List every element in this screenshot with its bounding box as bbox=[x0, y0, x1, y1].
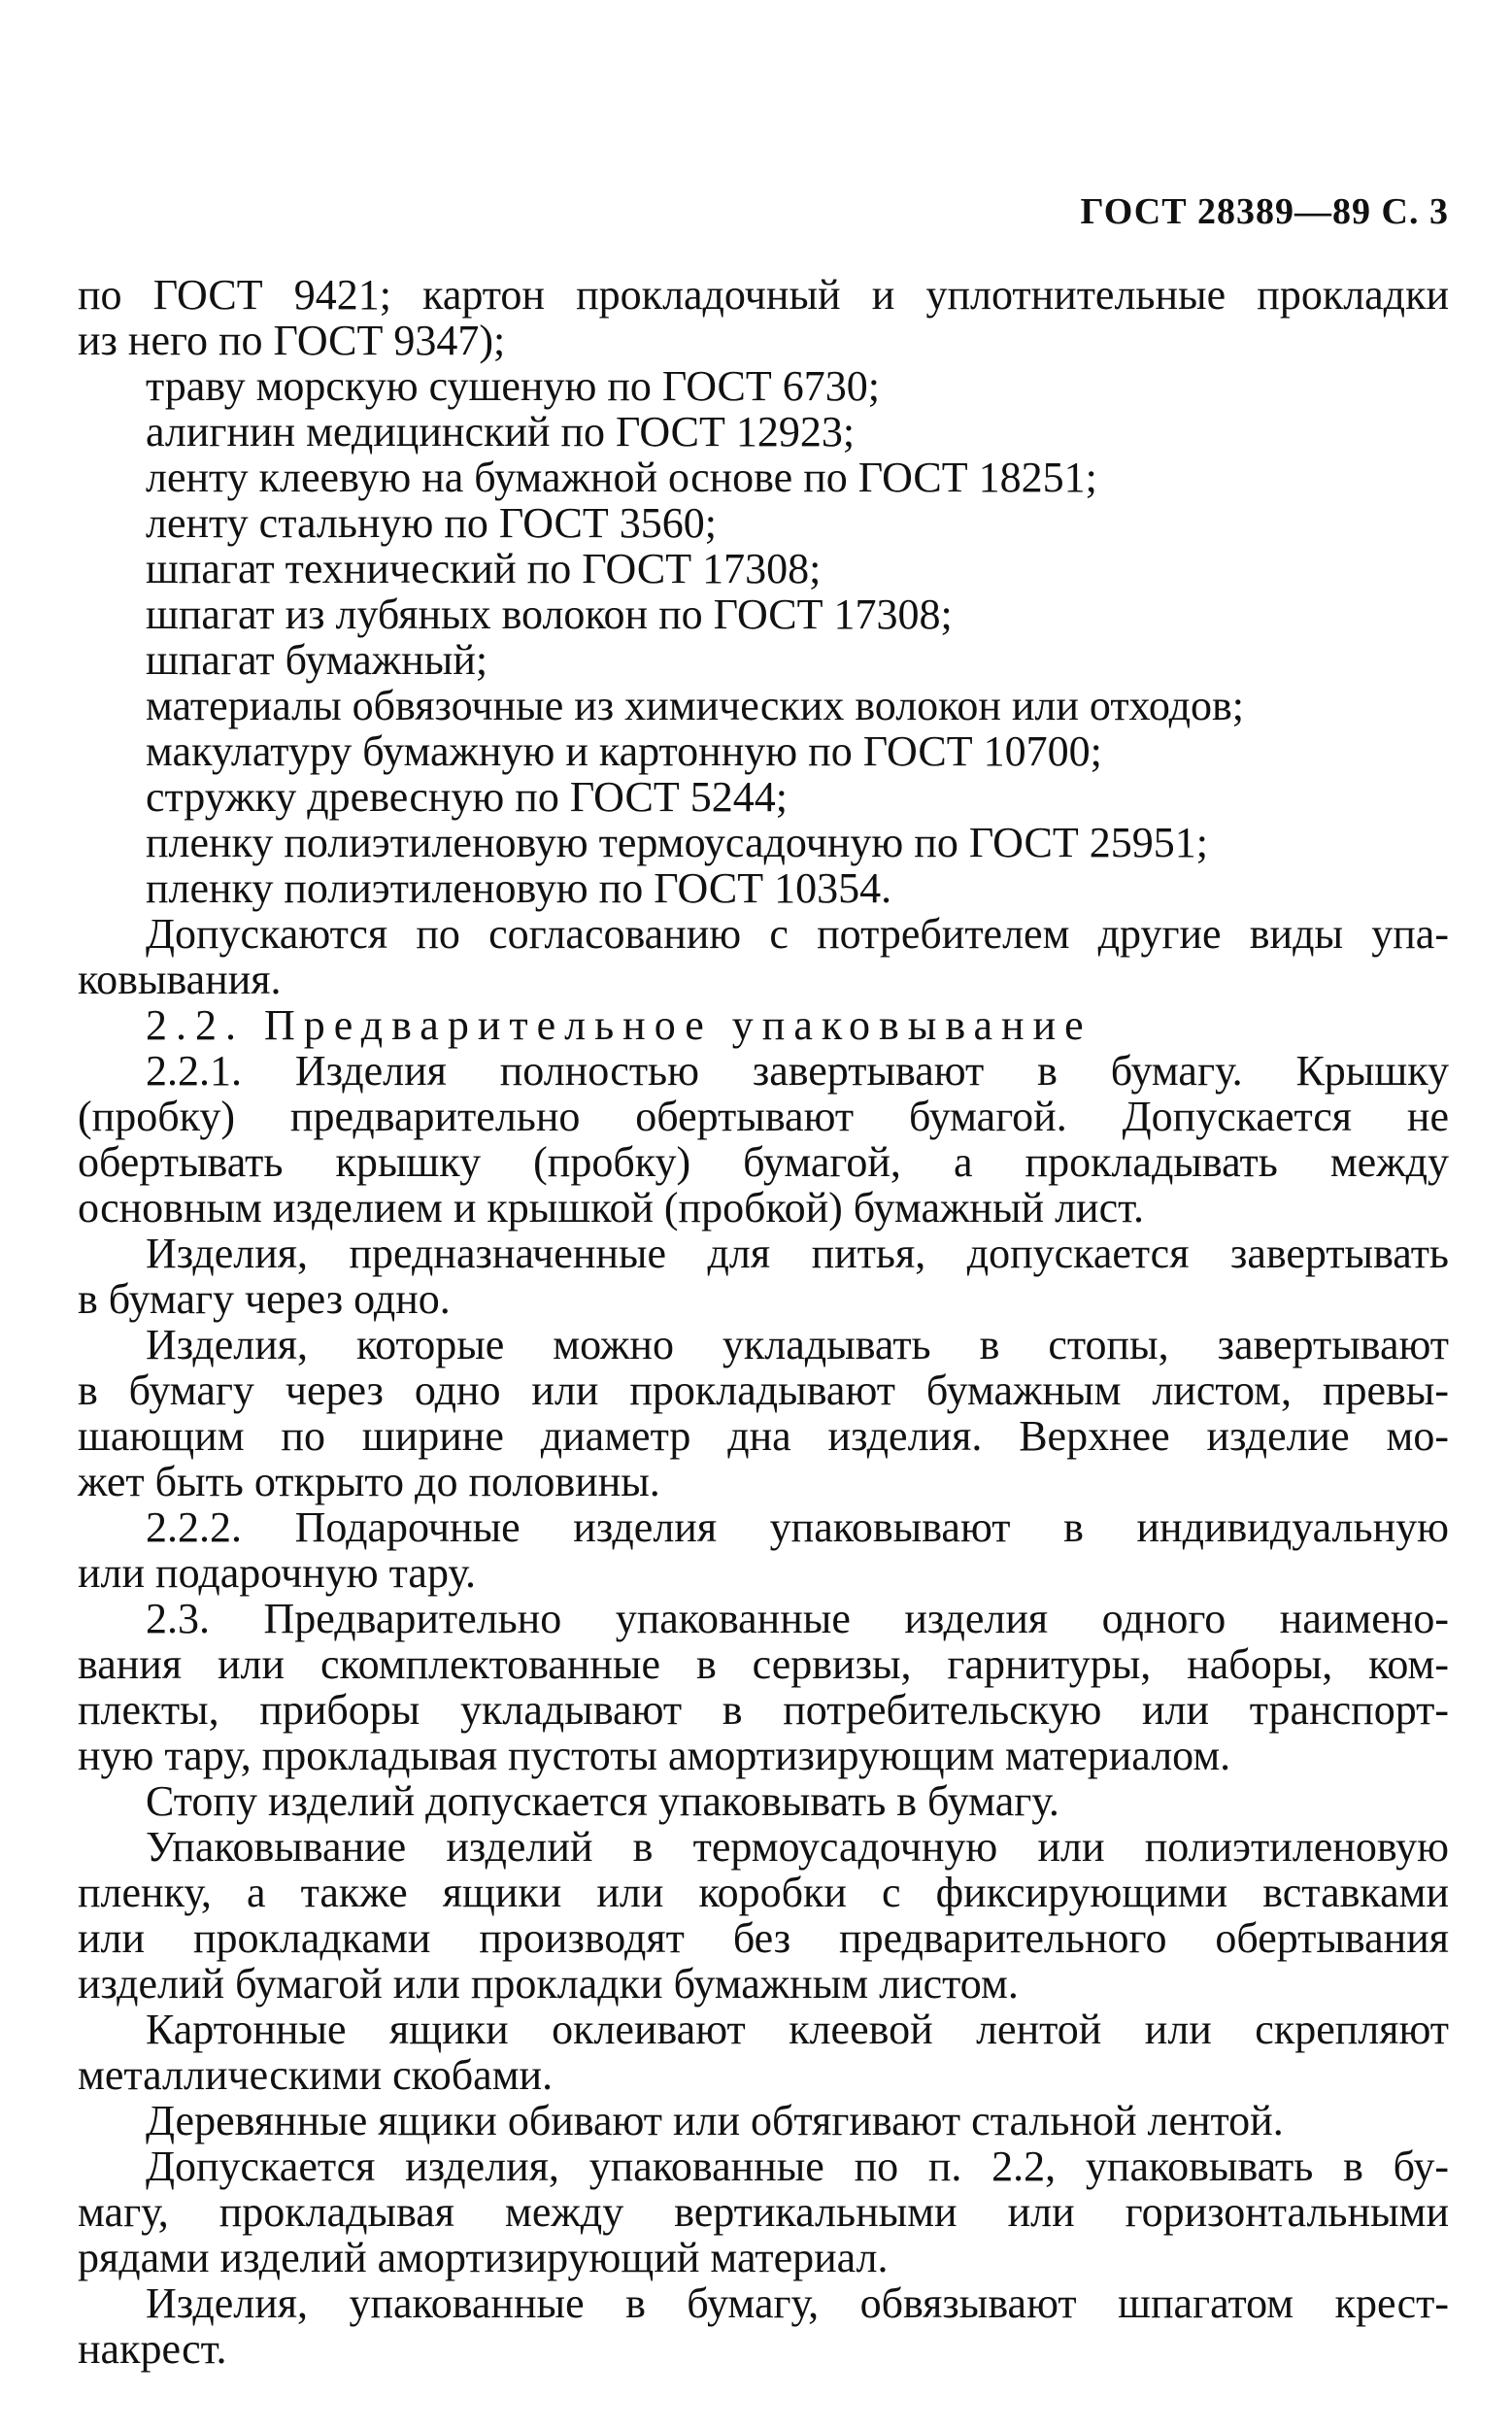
text-line: Допускается изделия, упакованные по п. 2.2, упаковывать в бу- bbox=[146, 2143, 1449, 2190]
text-line: плекты, приборы укладывают в потребительскую или транспорт- bbox=[78, 1686, 1449, 1734]
text-line: Упаковывание изделий в термоусадочную или полиэтиленовую bbox=[146, 1823, 1449, 1871]
list-item: материалы обвязочные из химических волокон или отходов; bbox=[146, 682, 1245, 729]
text-line: металлическими скобами. bbox=[78, 2051, 554, 2099]
list-item: макулатуру бумажную и картонную по ГОСТ 10700; bbox=[146, 727, 1102, 775]
list-item: пленку полиэтиленовую термоусадочную по ГОСТ 25951; bbox=[146, 819, 1208, 866]
text-line: изделий бумагой или прокладки бумажным листом. bbox=[78, 1960, 1019, 2008]
list-item: стружку древесную по ГОСТ 5244; bbox=[146, 773, 788, 821]
text-line: в бумагу через одно. bbox=[78, 1275, 451, 1323]
text-line: пленку, а также ящики или коробки с фиксирующими вставками bbox=[78, 1869, 1449, 1916]
section-heading: 2.2. Предварительное упаковывание bbox=[146, 1001, 1092, 1049]
text-line: в бумагу через одно или прокладывают бумажным листом, превы- bbox=[78, 1367, 1449, 1414]
text-line: 2.2.1. Изделия полностью завертывают в бумагу. Крышку bbox=[146, 1047, 1449, 1095]
text-line: из него по ГОСТ 9347); bbox=[78, 317, 506, 364]
text-line: ную тару, прокладывая пустоты амортизирующим материалом. bbox=[78, 1732, 1231, 1779]
text-line: 2.2.2. Подарочные изделия упаковывают в индивидуальную bbox=[146, 1503, 1449, 1551]
text-line: магу, прокладывая между вертикальными или горизонтальными bbox=[78, 2188, 1449, 2236]
standard-number: ГОСТ 28389—89 bbox=[1080, 191, 1372, 232]
text-line: Деревянные ящики обивают или обтягивают стальной лентой. bbox=[146, 2097, 1284, 2144]
text-line: вания или скомплектованные в сервизы, гарнитуры, наборы, ком- bbox=[78, 1640, 1449, 1688]
text-line: Допускаются по согласованию с потребителем другие виды упа- bbox=[146, 910, 1449, 958]
list-item: пленку полиэтиленовую по ГОСТ 10354. bbox=[146, 864, 892, 912]
list-item: ленту клеевую на бумажной основе по ГОСТ 18251; bbox=[146, 454, 1097, 501]
text-line: обертывать крышку (пробку) бумагой, а прокладывать между bbox=[78, 1138, 1449, 1186]
text-line: или подарочную тару. bbox=[78, 1549, 476, 1597]
text-line: накрест. bbox=[78, 2325, 227, 2373]
text-line: Стопу изделий допускается упаковывать в бумагу. bbox=[146, 1777, 1059, 1825]
text-line: по ГОСТ 9421; картон прокладочный и уплотнительные прокладки bbox=[78, 271, 1449, 319]
text-line: жет быть открыто до половины. bbox=[78, 1458, 660, 1505]
text-line: Изделия, предназначенные для питья, допускается завертывать bbox=[146, 1230, 1449, 1277]
text-line: Изделия, упакованные в бумагу, обвязывают шпагатом крест- bbox=[146, 2279, 1449, 2327]
text-line: Картонные ящики оклеивают клеевой лентой или скрепляют bbox=[146, 2006, 1449, 2053]
list-item: шпагат технический по ГОСТ 17308; bbox=[146, 545, 822, 592]
list-item: алигнин медицинский по ГОСТ 12923; bbox=[146, 408, 856, 456]
list-item: ленту стальную по ГОСТ 3560; bbox=[146, 499, 717, 547]
page-number: С. 3 bbox=[1381, 191, 1449, 232]
list-item: шпагат из лубяных волокон по ГОСТ 17308; bbox=[146, 591, 953, 638]
list-item: траву морскую сушеную по ГОСТ 6730; bbox=[146, 362, 880, 410]
text-line: или прокладками производят без предварительного обертывания bbox=[78, 1914, 1449, 1962]
text-line: (пробку) предварительно обертывают бумагой. Допускается не bbox=[78, 1093, 1449, 1140]
text-line: основным изделием и крышкой (пробкой) бумажный лист. bbox=[78, 1184, 1145, 1232]
text-line: ковывания. bbox=[78, 956, 282, 1003]
text-line: 2.3. Предварительно упакованные изделия одного наимено- bbox=[146, 1595, 1449, 1642]
text-line: рядами изделий амортизирующий материал. bbox=[78, 2234, 889, 2281]
text-line: Изделия, которые можно укладывать в стопы, завертывают bbox=[146, 1321, 1449, 1368]
page-header bbox=[1081, 190, 1450, 233]
text-line: шающим по ширине диаметр дна изделия. Верхнее изделие мо- bbox=[78, 1412, 1449, 1460]
body-text bbox=[78, 272, 1449, 2372]
list-item: шпагат бумажный; bbox=[146, 636, 488, 684]
